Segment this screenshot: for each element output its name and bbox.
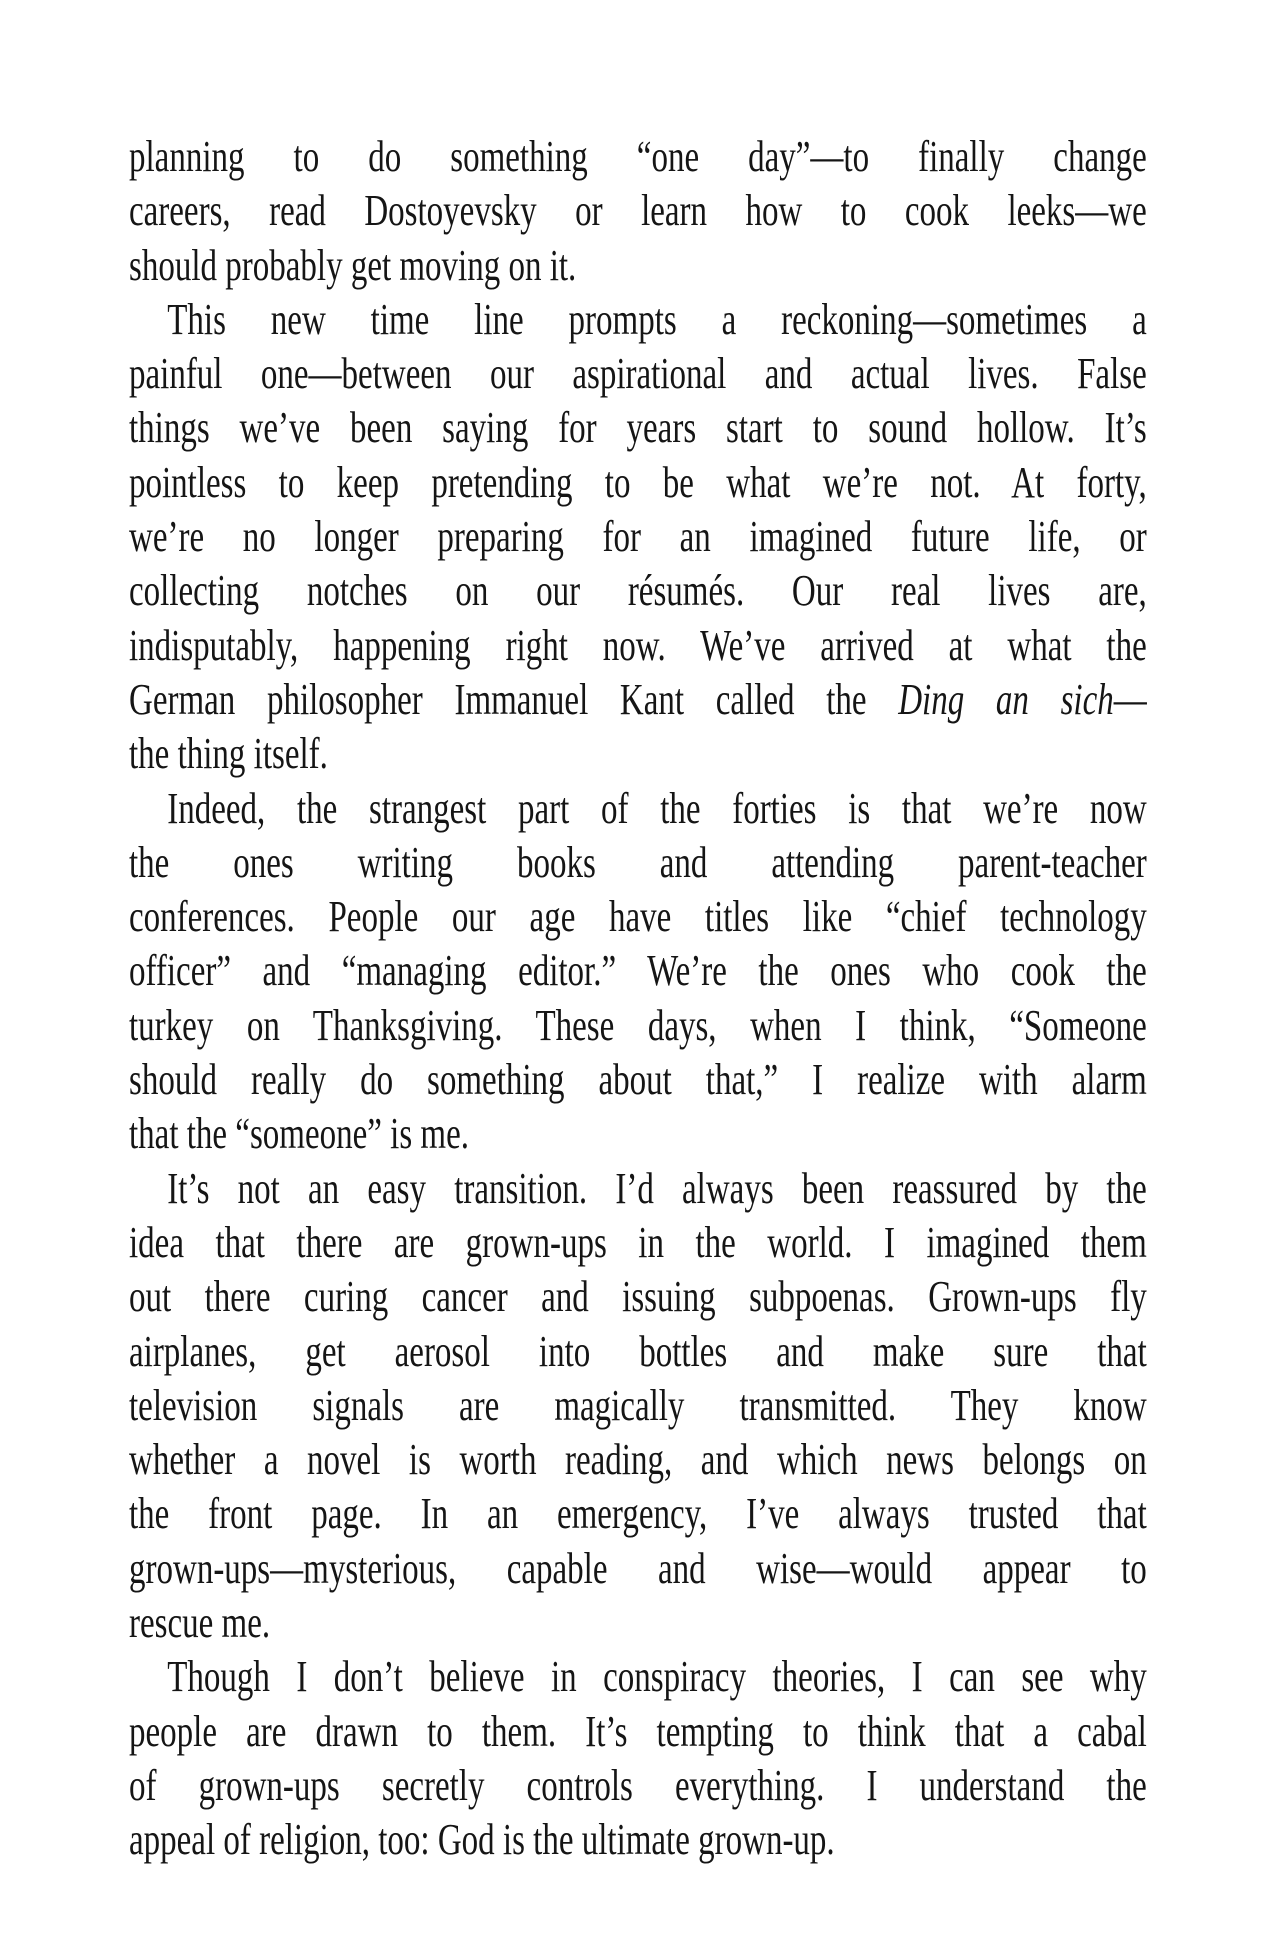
text-line: we’re no longer preparing for an imagined future life, or [129, 512, 1147, 562]
text-line: people are drawn to them. It’s tempting to think that a cabal [129, 1706, 1147, 1756]
text-line: conferences. People our age have titles like “chief technology [129, 892, 1147, 942]
text-line: It’s not an easy transition. I’d always been reassured by the [167, 1163, 1147, 1213]
text-line: the ones writing books and attending parent-teacher [129, 837, 1147, 887]
paragraph [129, 1650, 1147, 1867]
text-line: collecting notches on our résumés. Our real lives are, [129, 566, 1147, 616]
italic-phrase: Ding an sich [898, 674, 1114, 724]
paragraph [129, 1162, 1147, 1651]
text-line: television signals are magically transmitted. They know [129, 1380, 1147, 1430]
text-line: should really do something about that,” I realize with alarm [129, 1055, 1147, 1105]
text-line: planning to do something “one day”—to finally change [129, 132, 1147, 181]
text-line: whether a novel is worth reading, and which news belongs on [129, 1435, 1147, 1485]
text-line: that the “someone” is me. [129, 1109, 469, 1159]
text-segment: German philosopher Immanuel Kant called the [129, 674, 899, 724]
text-line: grown-ups—mysterious, capable and wise—would appear to [129, 1543, 1147, 1593]
text-segment: — [1113, 674, 1147, 724]
text-line: painful one—between our aspirational and actual lives. False [129, 349, 1147, 399]
text-line: things we’ve been saying for years start to sound hollow. It’s [129, 403, 1147, 453]
text-line [129, 673, 1147, 727]
text-line: Though I don’t believe in conspiracy theories, I can see why [167, 1652, 1147, 1702]
text-line: officer” and “managing editor.” We’re the ones who cook the [129, 946, 1147, 996]
text-line: appeal of religion, too: God is the ultimate grown-up. [129, 1815, 835, 1865]
text-line: out there curing cancer and issuing subpoenas. Grown-ups fly [129, 1272, 1147, 1322]
text-line: the thing itself. [129, 729, 328, 779]
text-line: turkey on Thanksgiving. These days, when I think, “Someone [129, 1000, 1147, 1050]
text-line: idea that there are grown-ups in the world. I imagined them [129, 1217, 1147, 1267]
text-line: the front page. In an emergency, I’ve always trusted that [129, 1489, 1147, 1539]
paragraph [129, 293, 1147, 782]
text-line: rescue me. [129, 1598, 271, 1648]
page-text [129, 130, 1147, 1868]
paragraph [129, 782, 1147, 1162]
text-line: This new time line prompts a reckoning—sometimes a [167, 294, 1147, 344]
text-line: Indeed, the strangest part of the forties is that we’re now [167, 783, 1147, 833]
text-line: indisputably, happening right now. We’ve arrived at what the [129, 620, 1147, 670]
paragraph [129, 130, 1147, 293]
text-line: pointless to keep pretending to be what we’re not. At forty, [129, 457, 1147, 507]
text-line: of grown-ups secretly controls everything. I understand the [129, 1760, 1147, 1810]
text-line: careers, read Dostoyevsky or learn how to cook leeks—we [129, 186, 1147, 236]
text-line: airplanes, get aerosol into bottles and make sure that [129, 1326, 1147, 1376]
text-line: should probably get moving on it. [129, 240, 577, 290]
